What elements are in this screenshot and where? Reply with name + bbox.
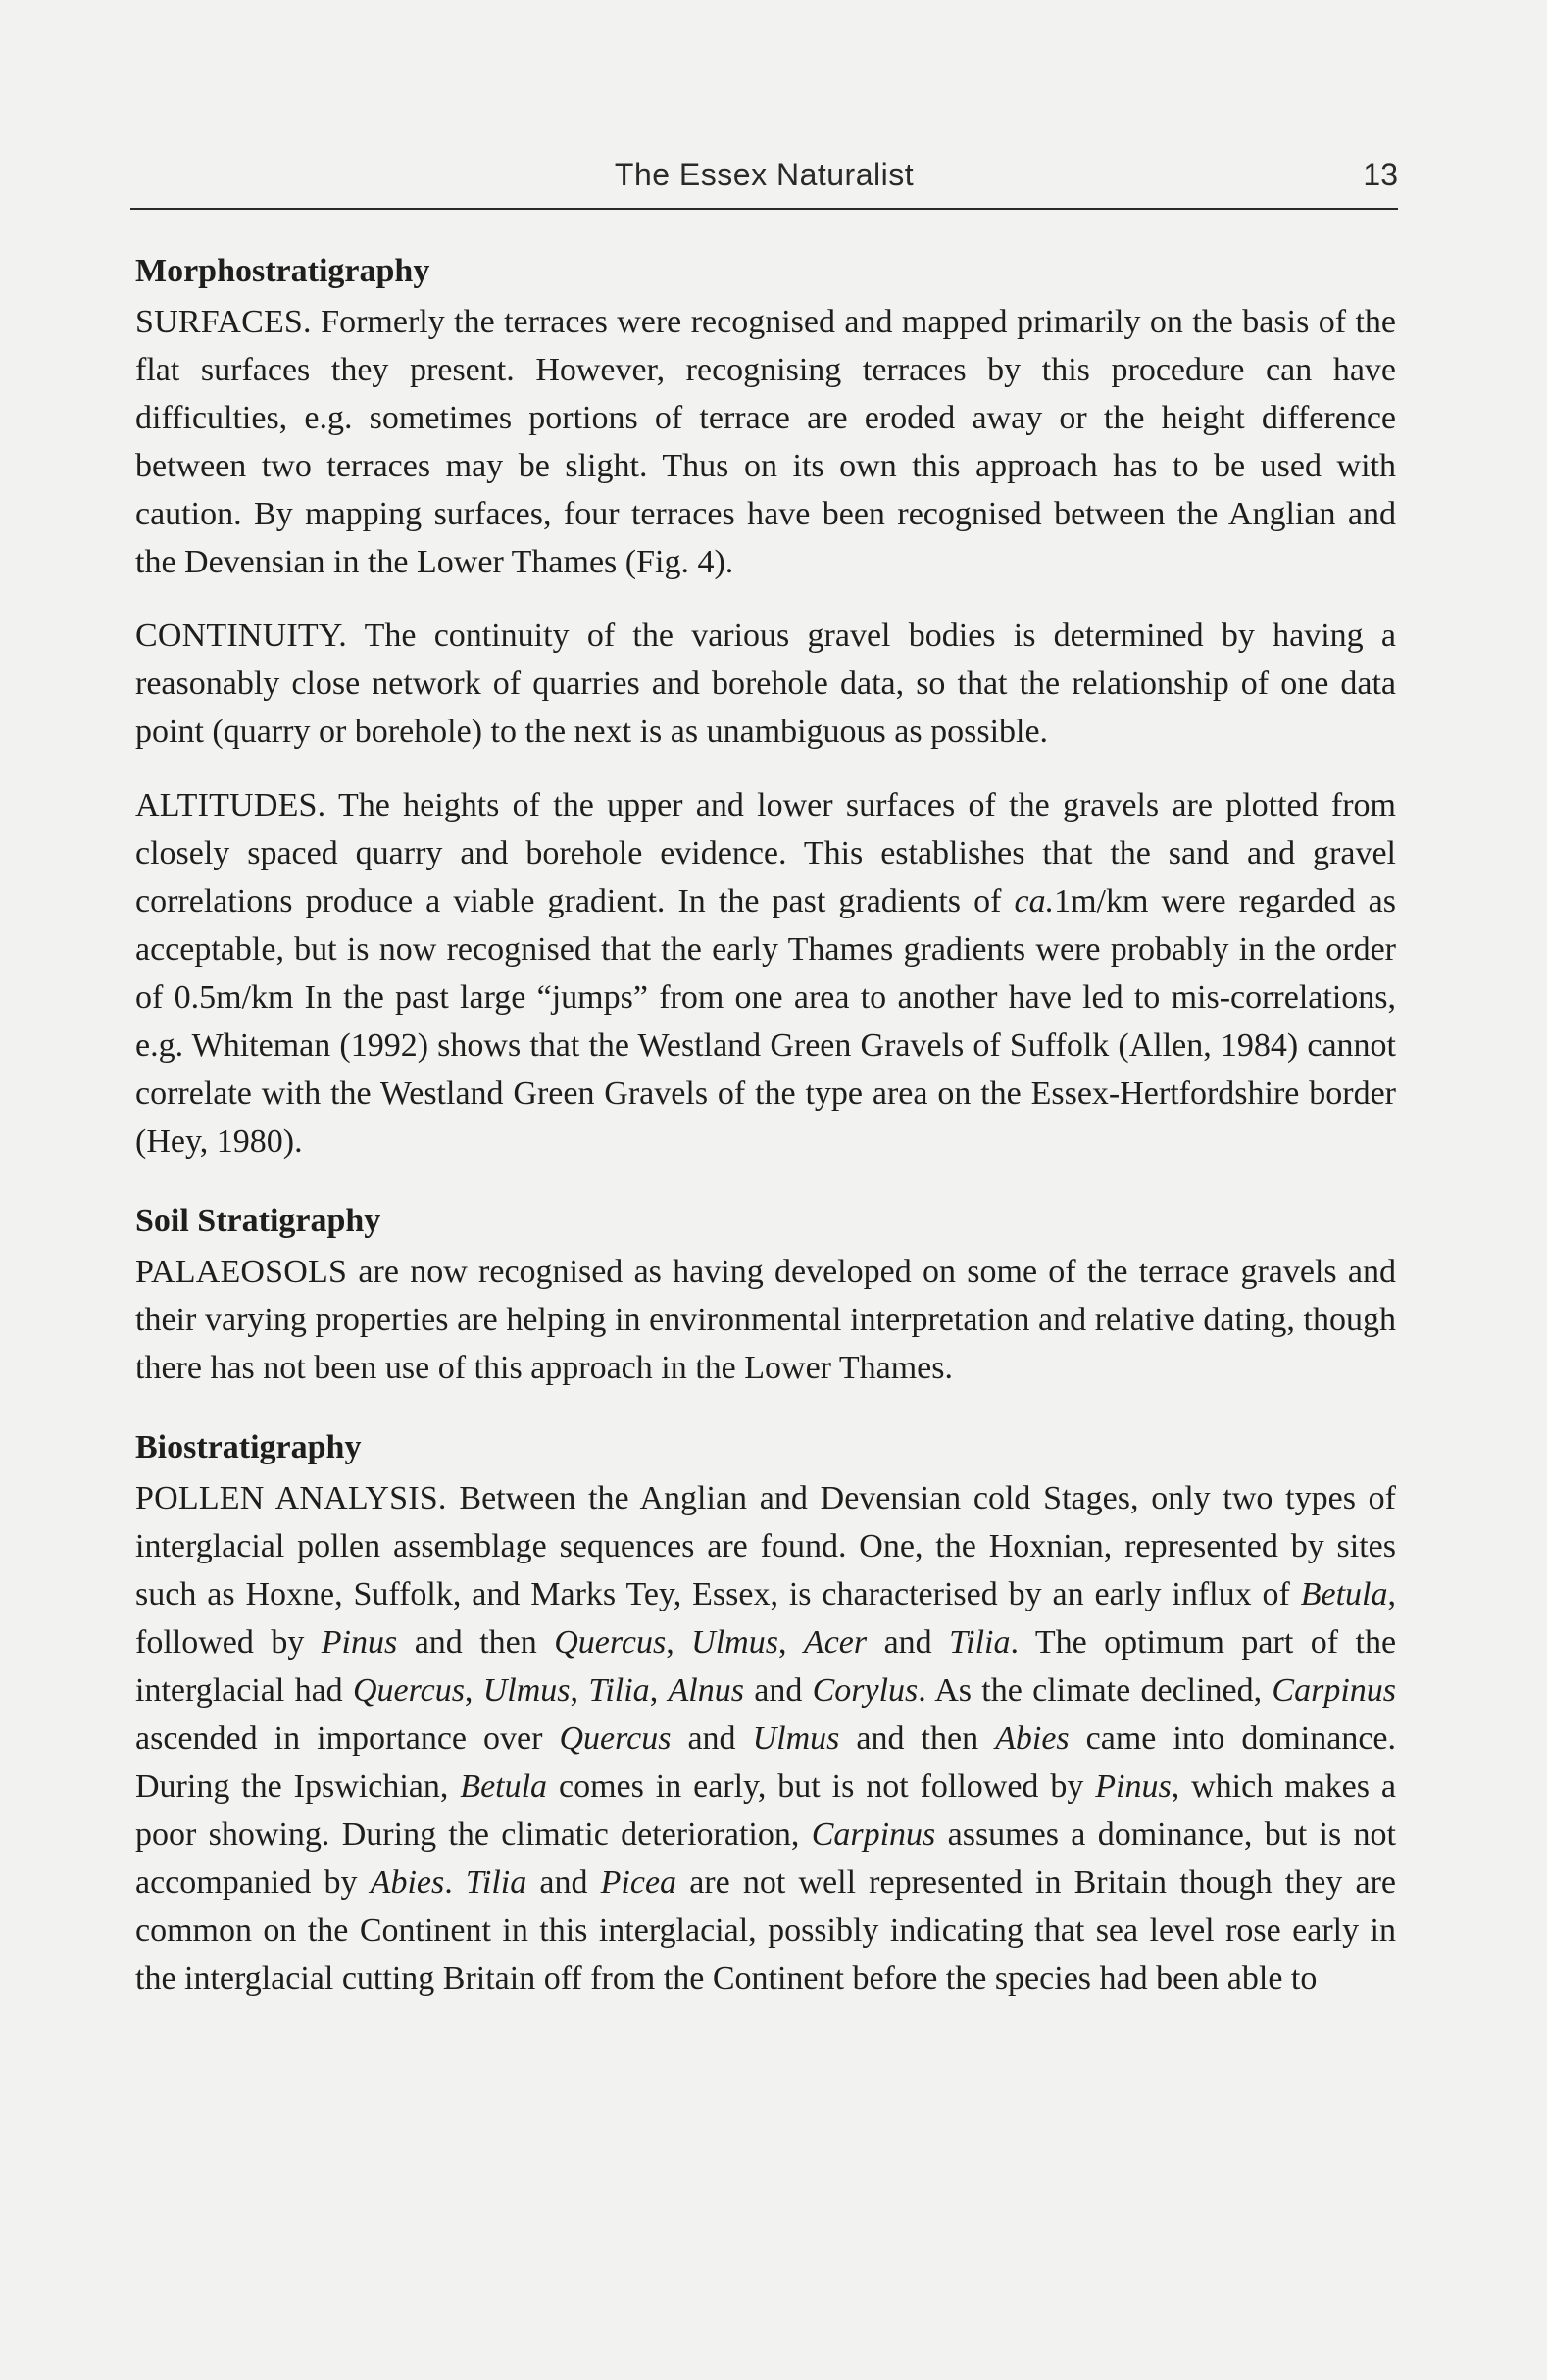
header-rule <box>130 208 1398 210</box>
section-heading-soil-stratigraphy: Soil Stratigraphy <box>135 1203 381 1239</box>
taxon-name: Tilia <box>949 1624 1011 1661</box>
paragraph-text: The heights of the upper and lower surfaces of the gravels are plotted from closely spaced quarry and borehole evidence. This establishes that the sand and gravel correlations produce a viable gradient. In the past gradients of <box>135 787 1396 919</box>
paragraph-lead: SURFACES. <box>135 304 312 340</box>
paragraph-lead: ALTITUDES. <box>135 787 326 823</box>
paragraph-text: Between the Anglian and Devensian cold Stages, only two types of interglacial pollen assemblage sequences are found. One, the Hoxnian, represented by sites such as Hoxne, Suffolk, and Marks Tey, Essex, is characterised by an early influx of <box>135 1480 1397 1612</box>
journal-title: The Essex Naturalist <box>614 157 915 192</box>
taxon-name: Betula <box>460 1768 548 1805</box>
taxon-name: Betula <box>1300 1576 1388 1612</box>
taxon-name: Carpinus <box>811 1816 936 1853</box>
paragraph-text: and then <box>839 1720 996 1757</box>
paragraph-continuity <box>135 612 1396 756</box>
article-body <box>135 249 1396 2003</box>
taxon-name: Quercus <box>559 1720 672 1757</box>
taxon-name: Quercus <box>554 1624 667 1661</box>
paragraph-text: , <box>649 1672 669 1709</box>
taxon-name: Corylus <box>812 1672 919 1709</box>
paragraph-lead: POLLEN ANALYSIS. <box>135 1480 447 1516</box>
paragraph-text: , <box>777 1624 804 1661</box>
paragraph-altitudes <box>135 781 1396 1165</box>
paragraph-text: assumes a dominance, but is not accompanied by <box>135 1816 1396 1901</box>
paragraph-text: and <box>743 1672 813 1709</box>
paragraph-text: Formerly the terraces were recognised and mapped primarily on the basis of the flat surfaces they present. However, recognising terraces by this procedure can have difficulties, e.g. sometimes portions of terrace are eroded away or the height difference between two terraces may be slight. Thus on its own this approach has to be used with caution. By mapping surfaces, four terraces have been recognised between the Anglian and the Devensian in the Lower Thames (Fig. 4). <box>135 304 1397 580</box>
taxon-name: Alnus <box>668 1672 744 1709</box>
paragraph-text: , followed by <box>135 1576 1396 1661</box>
paragraph-text: ascended in importance over <box>135 1720 560 1757</box>
paragraph-text: and then <box>397 1624 555 1661</box>
paragraph-text: and <box>867 1624 950 1661</box>
taxon-name: Carpinus <box>1272 1672 1397 1709</box>
paragraph-text: 1m/km were regarded as acceptable, but is now recognised that the early Thames gradients were probably in the order of 0.5m/km In the past large “jumps” from one area to another have led to mis-correlations, e.g. Whiteman (1992) shows that the Westland Green Gravels of Suffolk (Allen, 1984) cannot correlate with the Westland Green Gravels of the type area on the Essex-Hertfordshire border (Hey, 1980). <box>135 883 1397 1160</box>
paragraph-text: , <box>464 1672 483 1709</box>
taxon-name: Picea <box>600 1864 677 1901</box>
paragraph-text: The continuity of the various gravel bodies is determined by having a reasonably close network of quarries and borehole data, so that the relationship of one data point (quarry or borehole) to the next is as unambiguous as possible. <box>135 618 1396 750</box>
taxon-name: Pinus <box>321 1624 398 1661</box>
taxon-name: Tilia <box>465 1864 527 1901</box>
taxon-name: Quercus <box>352 1672 465 1709</box>
taxon-name: Ulmus <box>752 1720 840 1757</box>
paragraph-lead: PALAEOSOLS <box>135 1254 348 1290</box>
paragraph-text: are not well represented in Britain though they are common on the Continent in this interglacial, possibly indicating that sea level rose early in the interglacial cutting Britain off from the Continent before the species had been able to <box>135 1864 1396 1997</box>
paragraph-surfaces <box>135 298 1396 586</box>
paragraph-text: , which makes a poor showing. During the climatic deterioration, <box>135 1768 1397 1853</box>
paragraph-italic: ca. <box>1014 883 1055 919</box>
paragraph-text: . As the climate declined, <box>918 1672 1273 1709</box>
paragraph-text: , <box>570 1672 589 1709</box>
paragraph-text: , <box>666 1624 692 1661</box>
paragraph-text: are now recognised as having developed on some of the terrace gravels and their varying properties are helping in environmental interpretation and relative dating, though there has not been use of this approach in the Lower Thames. <box>135 1254 1397 1386</box>
taxon-name: Abies <box>370 1864 445 1901</box>
taxon-name: Acer <box>803 1624 868 1661</box>
taxon-name: Tilia <box>588 1672 650 1709</box>
paragraph-text: and <box>671 1720 753 1757</box>
paragraph-lead: CONTINUITY. <box>135 618 347 654</box>
paragraph-text: . The optimum part of the interglacial had <box>135 1624 1397 1709</box>
section-heading-biostratigraphy: Biostratigraphy <box>135 1429 362 1465</box>
taxon-name: Ulmus <box>482 1672 571 1709</box>
taxon-name: Abies <box>995 1720 1070 1757</box>
running-head <box>130 157 1398 206</box>
page-number: 13 <box>1363 157 1398 192</box>
paragraph-palaeosols <box>135 1248 1396 1392</box>
paragraph-text: . <box>444 1864 466 1901</box>
paragraph-pollen-analysis <box>135 1474 1396 2003</box>
paragraph-text: came into dominance. During the Ipswichian, <box>135 1720 1397 1805</box>
paragraph-text: comes in early, but is not followed by <box>547 1768 1096 1805</box>
taxon-name: Pinus <box>1095 1768 1172 1805</box>
section-heading-morphostratigraphy: Morphostratigraphy <box>135 253 430 289</box>
paragraph-text: and <box>526 1864 601 1901</box>
taxon-name: Ulmus <box>691 1624 778 1661</box>
